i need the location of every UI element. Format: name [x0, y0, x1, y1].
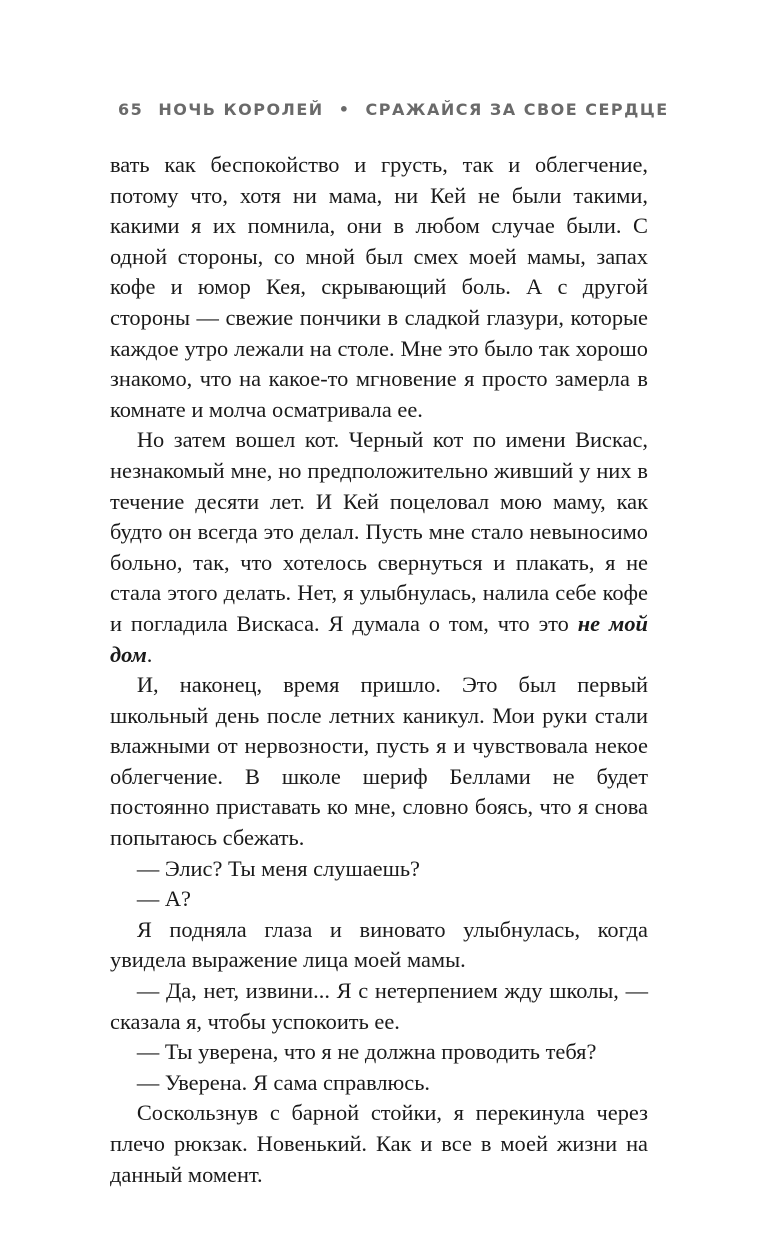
dialogue-line-1: — Элис? Ты меня слушаешь? — [136, 855, 420, 881]
page-number: 65 — [118, 100, 144, 119]
running-header — [118, 100, 669, 119]
paragraph-2-end: . — [146, 641, 153, 667]
page-body — [110, 150, 648, 1190]
paragraph-2-text: Но затем вошел кот. Черный кот по имени Вискас, незнакомый мне, но предположительно живший у них в течение десяти лет. И Кей поцеловал мою маму, как будто он всегда это делал. Пусть мне стало невыносимо больно, так, что хотелось свернуться и плакать, я не стала этого делать. Нет, я улыбнулась, налила себе кофе и погладила Вискаса. Я думала о том, что это — [110, 427, 648, 636]
paragraph-5: Соскользнув с барной стойки, я перекинула через плечо рюкзак. Новенький. Как и все в моей жизни на данный момент. — [110, 1100, 648, 1187]
paragraph-2 — [110, 425, 648, 670]
book-subtitle: СРАЖАЙСЯ ЗА СВОЕ СЕРДЦЕ — [365, 100, 669, 119]
dialogue-line-2: — А? — [136, 886, 191, 912]
emphasis-text: не мой дом — [110, 610, 648, 667]
header-separator: • — [338, 100, 351, 119]
dialogue-line-5: — Уверена. Я сама справлюсь. — [136, 1069, 431, 1095]
paragraph-4: Я подняла глаза и виновато улыбнулась, когда увидела выражение лица моей мамы. — [110, 916, 648, 973]
paragraph-1: вать как беспокойство и грусть, так и облегчение, потому что, хотя ни мама, ни Кей не были такими, какими я их помнила, они в любом случае были. С одной стороны, со мной был смех моей мамы, запах кофе и юмор Кея, скрывающий боль. А с другой стороны — свежие пончики в сладкой глазури, которые каждое утро лежали на столе. Мне это было так хорошо знакомо, что на какое-то мгновение я просто замерла в комнате и молча осматривала ее. — [110, 152, 648, 422]
dialogue-line-4: — Ты уверена, что я не должна проводить тебя? — [136, 1039, 597, 1065]
book-title: НОЧЬ КОРОЛЕЙ — [158, 100, 324, 119]
dialogue-line-3: — Да, нет, извини... Я с нетерпением жду школы, — сказала я, чтобы успокоить ее. — [110, 978, 648, 1034]
paragraph-3: И, наконец, время пришло. Это был первый школьный день после летних каникул. Мои руки стали влажными от нервозности, пусть я и чувствовала некое облегчение. В школе шериф Беллами не будет постоянно приставать ко мне, словно боясь, что я снова попытаюсь сбежать. — [110, 672, 648, 851]
